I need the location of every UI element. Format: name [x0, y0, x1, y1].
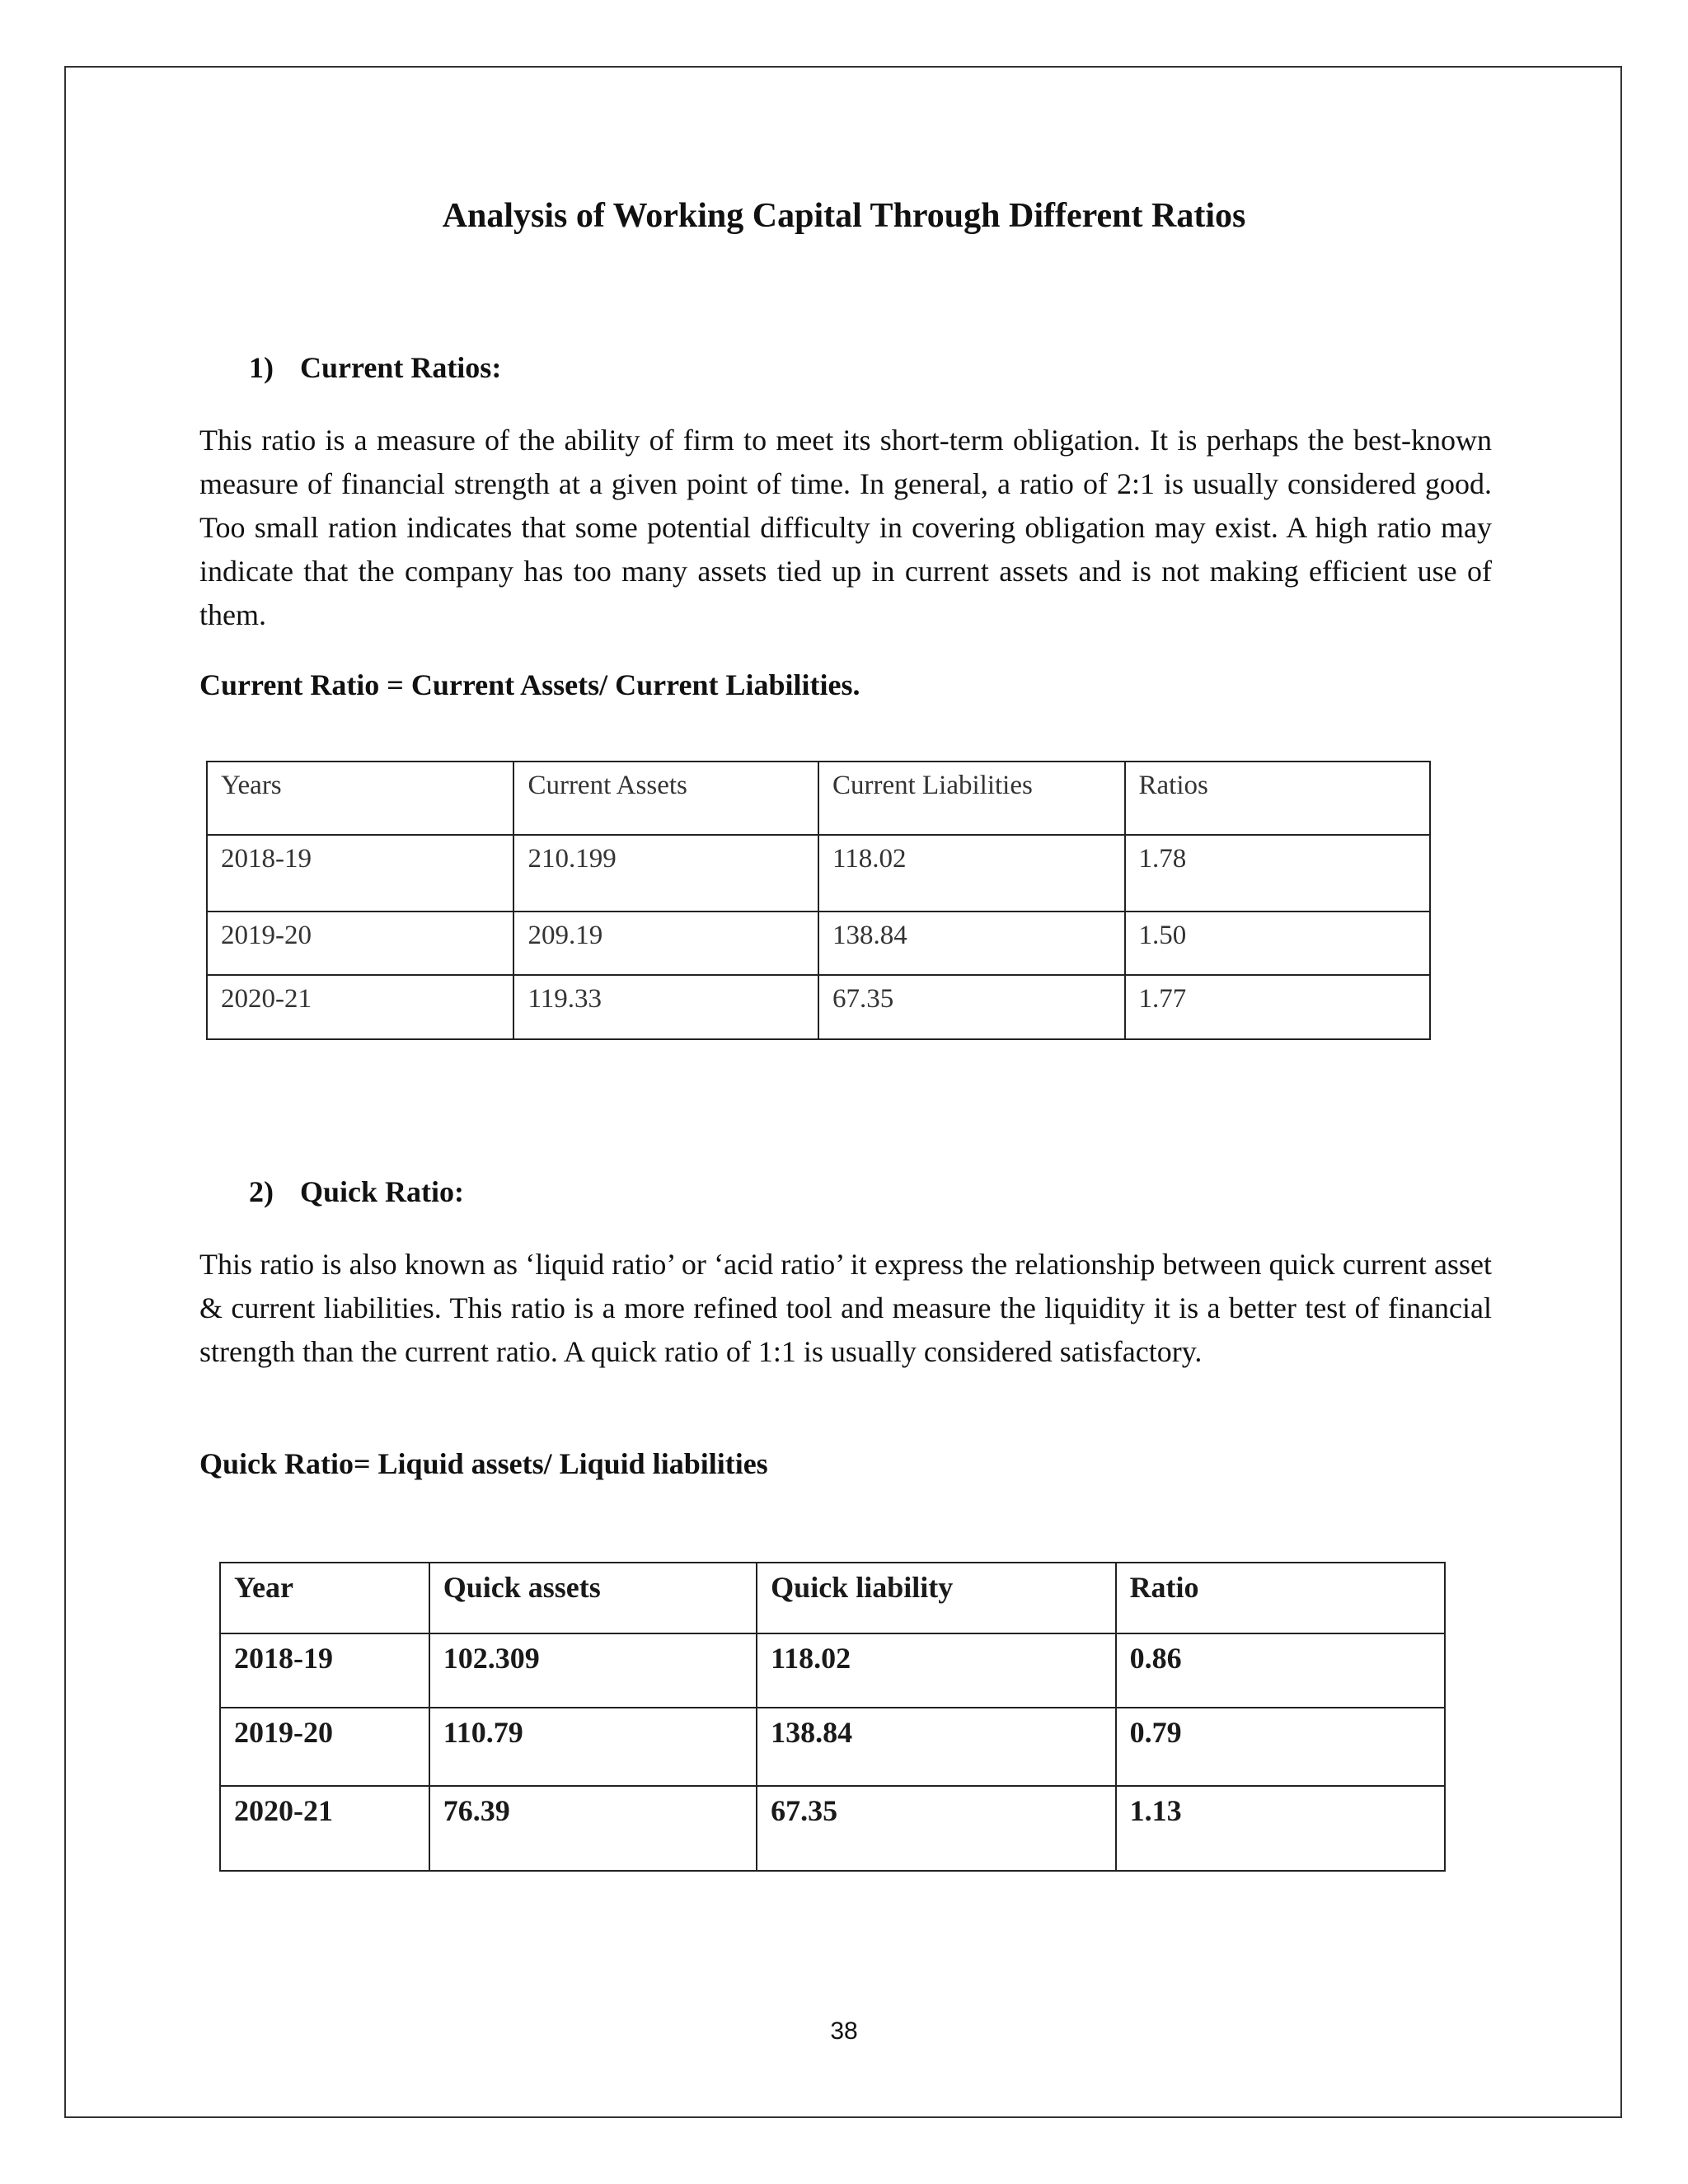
table-cell: 76.39 [429, 1786, 757, 1871]
table-cell: 110.79 [429, 1708, 757, 1786]
table-cell: 102.309 [429, 1633, 757, 1708]
table-row [220, 1633, 1445, 1708]
current-ratio-table [206, 761, 1431, 1040]
current-ratio-paragraph: This ratio is a measure of the ability of firm to meet its short-term obligation. It is perhaps the best-known measure of financial strength at a given point of time. In general, a ratio of 2:1 is usually considered good. Too small ration indicates that some potential difficulty in covering obligation may exist. A high ratio may indicate that the company has too many assets tied up in current assets and is not making efficient use of them. [199, 424, 1492, 631]
page-title: Analysis of Working Capital Through Different Ratios [442, 197, 1246, 235]
table-cell: 0.86 [1116, 1633, 1445, 1708]
table-cell: 1.77 [1125, 975, 1430, 1039]
table-header-row [207, 762, 1430, 835]
table-row [207, 835, 1430, 912]
table-header-cell: Quick liability [757, 1563, 1115, 1633]
table-cell: 118.02 [757, 1633, 1115, 1708]
table-cell: 2018-19 [220, 1633, 429, 1708]
table-row [207, 912, 1430, 975]
table-cell: 1.78 [1125, 835, 1430, 912]
table-cell: 209.19 [513, 912, 818, 975]
table-header-cell: Current Assets [513, 762, 818, 835]
section-number: 1) [249, 351, 274, 384]
table-header-cell: Ratio [1116, 1563, 1445, 1633]
table-cell: 67.35 [757, 1786, 1115, 1871]
table-cell: 2019-20 [220, 1708, 429, 1786]
table-cell: 2018-19 [207, 835, 513, 912]
table-cell: 2019-20 [207, 912, 513, 975]
section-heading-label: Current Ratios: [300, 351, 502, 384]
quick-ratio-formula: Quick Ratio= Liquid assets/ Liquid liabilities [199, 1447, 768, 1480]
table-cell: 2020-21 [220, 1786, 429, 1871]
current-ratio-formula: Current Ratio = Current Assets/ Current Liabilities. [199, 668, 860, 701]
table-row [207, 975, 1430, 1039]
table-cell: 138.84 [818, 912, 1125, 975]
table-cell: 119.33 [513, 975, 818, 1039]
table-cell: 0.79 [1116, 1708, 1445, 1786]
section-heading-quick-ratio [249, 1174, 464, 1209]
section-heading-label: Quick Ratio: [300, 1175, 465, 1208]
section-heading-current-ratios [249, 350, 501, 385]
table-header-cell: Year [220, 1563, 429, 1633]
table-cell: 1.13 [1116, 1786, 1445, 1871]
table-cell: 1.50 [1125, 912, 1430, 975]
page-number: 38 [830, 2018, 858, 2045]
table-cell: 118.02 [818, 835, 1125, 912]
quick-ratio-table [219, 1562, 1446, 1872]
table-header-cell: Current Liabilities [818, 762, 1125, 835]
table-cell: 138.84 [757, 1708, 1115, 1786]
quick-ratio-paragraph: This ratio is also known as ‘liquid ratio’ or ‘acid ratio’ it express the relationship between quick current asset & current liabilities. This ratio is a more refined tool and measure the liquidity it is a better test of financial strength than the current ratio. A quick ratio of 1:1 is usually considered satisfactory. [199, 1248, 1492, 1368]
table-header-cell: Quick assets [429, 1563, 757, 1633]
table-header-cell: Ratios [1125, 762, 1430, 835]
section-number: 2) [249, 1175, 274, 1208]
table-row [220, 1708, 1445, 1786]
table-cell: 210.199 [513, 835, 818, 912]
table-cell: 67.35 [818, 975, 1125, 1039]
table-header-row [220, 1563, 1445, 1633]
table-row [220, 1786, 1445, 1871]
table-cell: 2020-21 [207, 975, 513, 1039]
table-header-cell: Years [207, 762, 513, 835]
